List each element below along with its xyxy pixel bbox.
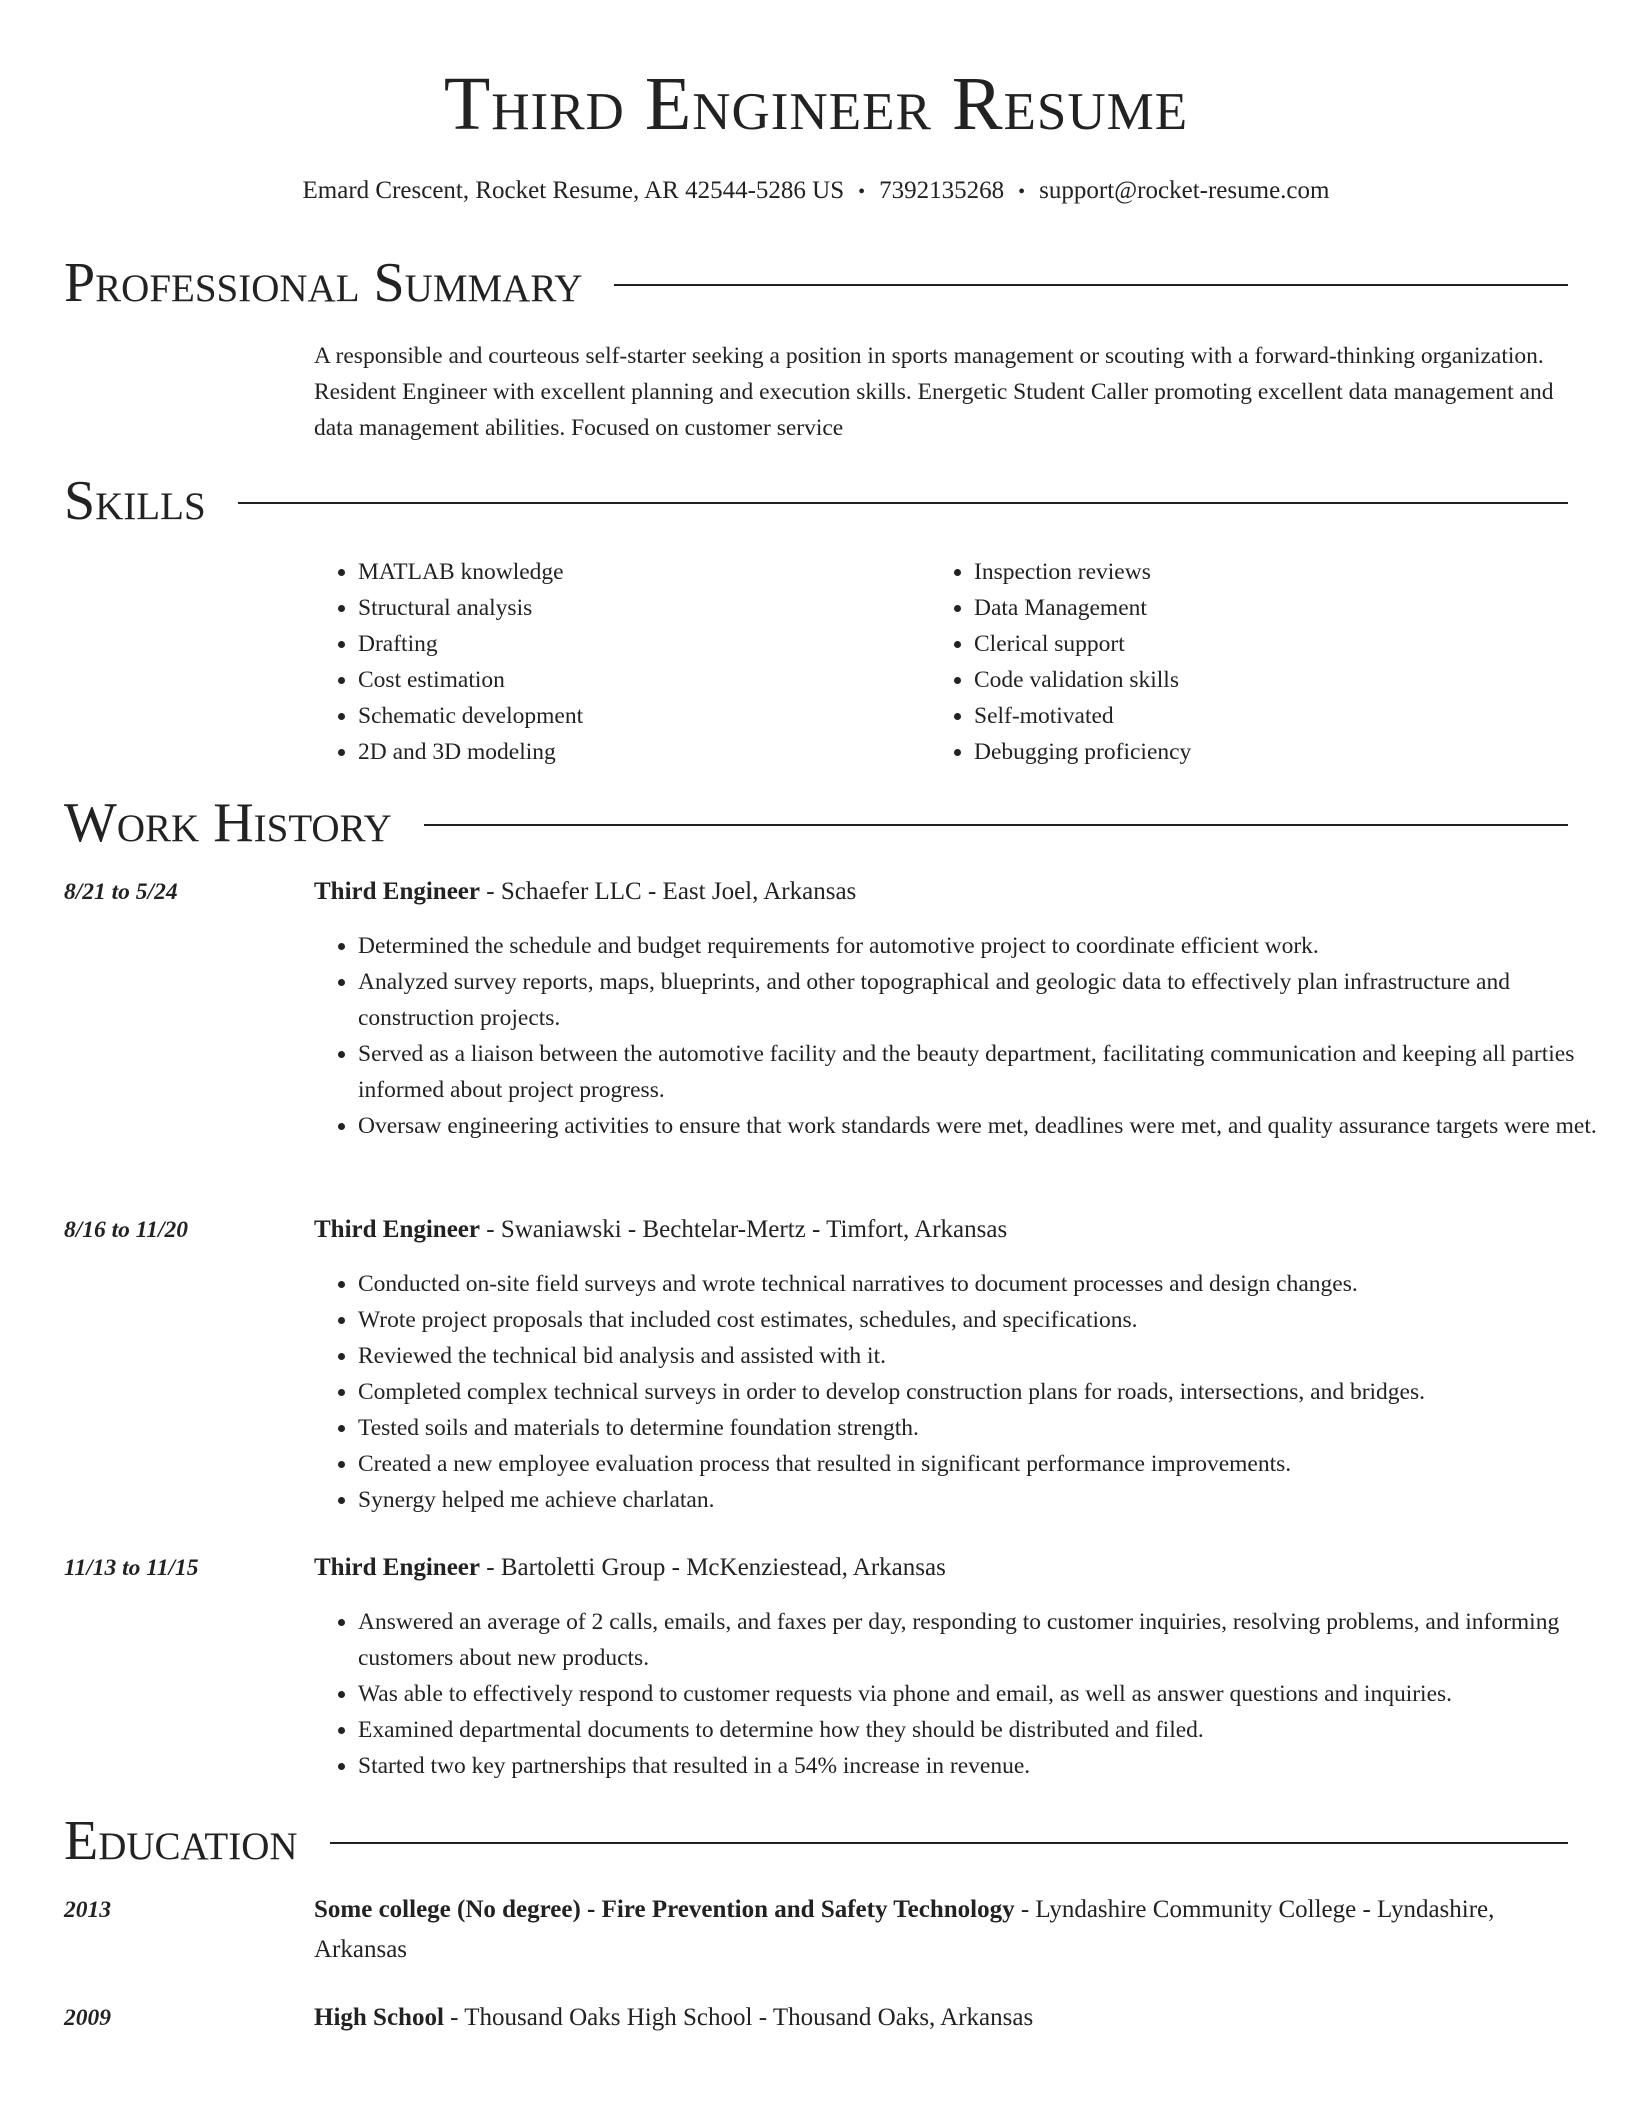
section-divider <box>614 284 1568 286</box>
job-header <box>314 874 1568 910</box>
section-divider <box>424 824 1568 826</box>
skills-list-right <box>930 554 1574 770</box>
section-divider <box>238 502 1568 504</box>
skill-item: • Schematic development <box>358 698 918 734</box>
skill-item: • Clerical support <box>974 626 1574 662</box>
skill-item: • MATLAB knowledge <box>358 554 918 590</box>
job-details: - Schaefer LLC - East Joel, Arkansas <box>480 878 857 905</box>
skill-item: • Cost estimation <box>358 662 918 698</box>
skill-item: • Inspection reviews <box>974 554 1574 590</box>
job-details: - Swaniawski - Bechtelar-Mertz - Timfort, Arkansas <box>480 1216 1008 1243</box>
job-details: - Bartoletti Group - McKenziestead, Arkansas <box>480 1554 946 1581</box>
job-bullets <box>314 1266 1612 1518</box>
job-bullet: • Oversaw engineering activities to ensure that work standards were met, deadlines were met, and quality assurance targets were met. <box>358 1108 1612 1144</box>
job-dates: 8/16 to 11/20 <box>64 1217 189 1243</box>
job-bullet: • Examined departmental documents to determine how they should be distributed and filed. <box>358 1712 1612 1748</box>
job-title: Third Engineer <box>314 1554 480 1581</box>
contact-separator: • <box>1018 181 1026 203</box>
job-bullets <box>314 928 1612 1144</box>
skills-section-header <box>64 466 1568 536</box>
education-degree: Some college (No degree) - Fire Prevention and Safety Technology <box>314 1896 1015 1923</box>
education-section-header <box>64 1806 1568 1876</box>
contact-line <box>0 174 1632 209</box>
education-details: - Thousand Oaks High School - Thousand Oaks, Arkansas <box>443 2004 1034 2031</box>
job-bullet: • Started two key partnerships that resulted in a 54% increase in revenue. <box>358 1748 1612 1784</box>
skills-list-left <box>314 554 918 770</box>
education-entry <box>314 1890 1504 1970</box>
job-header <box>314 1212 1568 1248</box>
skill-item: • Self-motivated <box>974 698 1574 734</box>
job-bullets <box>314 1604 1612 1784</box>
contact-email: support@rocket-resume.com <box>1039 177 1330 204</box>
job-bullet: • Synergy helped me achieve charlatan. <box>358 1482 1612 1518</box>
job-header <box>314 1550 1568 1586</box>
skill-item: • Code validation skills <box>974 662 1574 698</box>
education-year: 2013 <box>64 1897 111 1923</box>
job-title: Third Engineer <box>314 878 480 905</box>
job-bullet: • Served as a liaison between the automotive facility and the beauty department, facilitating communication and keeping all parties informed about project progress. <box>358 1036 1612 1108</box>
summary-text: A responsible and courteous self-starter seeking a position in sports management or scouting with a forward-thinking organization. Resident Engineer with excellent planning and execution skills. Energetic Student Caller promoting excellent data management and data management abilities. Focused on customer service <box>314 343 1554 441</box>
job-bullet: • Analyzed survey reports, maps, blueprints, and other topographical and geologic data to effectively plan infrastructure and construction projects. <box>358 964 1612 1036</box>
education-year: 2009 <box>64 2005 111 2031</box>
resume-title: Third Engineer Resume <box>443 62 1189 146</box>
skills-heading: Skills <box>64 470 206 532</box>
job-bullet: • Reviewed the technical bid analysis and assisted with it. <box>358 1338 1612 1374</box>
job-bullet: • Answered an average of 2 calls, emails, and faxes per day, responding to customer inquiries, resolving problems, and informing customers about new products. <box>358 1604 1612 1676</box>
work-heading: Work History <box>64 792 392 854</box>
contact-separator: • <box>858 181 866 203</box>
job-bullet: • Conducted on-site field surveys and wrote technical narratives to document processes and design changes. <box>358 1266 1612 1302</box>
skill-item: • 2D and 3D modeling <box>358 734 918 770</box>
job-bullet: • Determined the schedule and budget requirements for automotive project to coordinate efficient work. <box>358 928 1612 964</box>
skill-item: • Drafting <box>358 626 918 662</box>
education-entry <box>314 1998 1504 2038</box>
job-dates: 11/13 to 11/15 <box>64 1555 199 1581</box>
work-section-header <box>64 788 1568 858</box>
job-bullet: • Was able to effectively respond to customer requests via phone and email, as well as answer questions and inquiries. <box>358 1676 1612 1712</box>
skill-item: • Debugging proficiency <box>974 734 1574 770</box>
skill-item: • Data Management <box>974 590 1574 626</box>
job-title: Third Engineer <box>314 1216 480 1243</box>
summary-heading: Professional Summary <box>64 252 583 314</box>
education-degree: High School <box>314 2004 444 2031</box>
job-bullet: • Tested soils and materials to determine foundation strength. <box>358 1410 1612 1446</box>
summary-section-header <box>64 248 1568 318</box>
job-bullet: • Completed complex technical surveys in order to develop construction plans for roads, intersections, and bridges. <box>358 1374 1612 1410</box>
job-bullet: • Created a new employee evaluation process that resulted in significant performance improvements. <box>358 1446 1612 1482</box>
skill-item: • Structural analysis <box>358 590 918 626</box>
section-divider <box>330 1842 1568 1844</box>
contact-phone: 7392135268 <box>879 177 1005 204</box>
education-heading: Education <box>64 1810 298 1872</box>
job-dates: 8/21 to 5/24 <box>64 879 178 905</box>
education-details: - Lyndashire Community College - Lyndashire, Arkansas <box>314 1896 1495 1963</box>
job-bullet: • Wrote project proposals that included cost estimates, schedules, and specifications. <box>358 1302 1612 1338</box>
contact-address: Emard Crescent, Rocket Resume, AR 42544-5286 US <box>302 177 845 204</box>
